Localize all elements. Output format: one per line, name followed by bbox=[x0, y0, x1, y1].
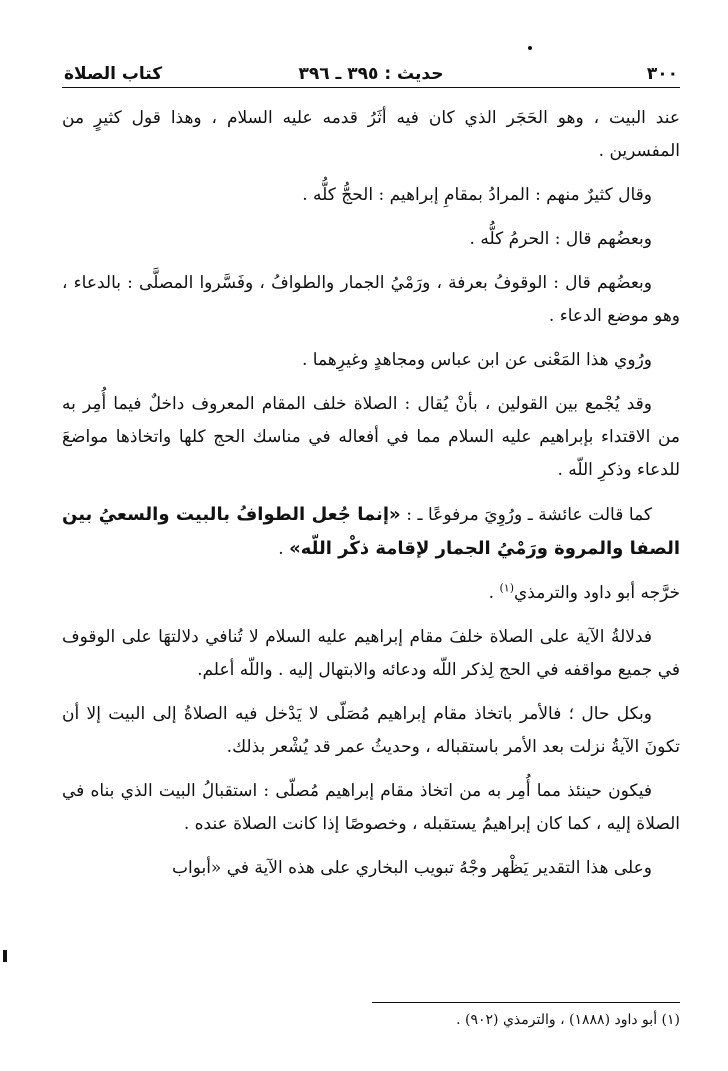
takhrij-paragraph bbox=[62, 577, 680, 610]
hadith-paragraph bbox=[62, 498, 680, 566]
footnote: (١) أبو داود (١٨٨٨) ، والترمذي (٩٠٢) . bbox=[456, 1012, 680, 1028]
hadith-quote: «إنما جُعل الطوافُ بالبيت والسعيُ بين الصفا والمروة ورَمْيُ الجمار لإقامة ذكْر اللّه» bbox=[62, 504, 680, 559]
footnote-rule bbox=[372, 1002, 680, 1003]
paragraph: وقال كثيرٌ منهم : المرادُ بمقامِ إبراهيم : الحجُّ كلُّه . bbox=[302, 185, 652, 205]
takhrij-text: خرَّجه أبو داود والترمذي bbox=[514, 583, 680, 603]
paragraph: وبكل حال ؛ فالأمر باتخاذ مقام إبراهيم مُصَلّى لا يَدْخل فيه الصلاةُ إلى البيت إلا أن تكونَ الآيةُ نزلت بعد الأمر باستقباله ، وحديثُ عمر قد يُشْعر بذلك. bbox=[62, 704, 680, 757]
paragraph: عند البيت ، وهو الحَجَر الذي كان فيه أثَرُ قدمه عليه السلام ، وهذا قول كثيرٍ من المفسرين . bbox=[62, 108, 680, 161]
paragraph: وبعضُهم قال : الوقوفُ بعرفة ، ورَمْيُ الجمار والطوافُ ، وفَسَّروا المصلَّى : بالدعاء ، وهو موضع الدعاء . bbox=[62, 273, 680, 326]
paragraph: فيكون حينئذ مما أُمِر به من اتخاذ مقام إبراهيم مُصلّى : استقبالُ البيت الذي بناه في الصلاة إليه ، كما كان إبراهيمُ يستقبله ، وخصوصًا إذا كانت الصلاة عنده . bbox=[62, 781, 680, 834]
paragraph: وعلى هذا التقدير يَظْهر وجْهُ تبويب البخاري على هذه الآية في «أبواب bbox=[171, 858, 652, 878]
book-title: كتاب الصلاة bbox=[64, 64, 163, 84]
page-number: ٣٠٠ bbox=[646, 64, 678, 84]
main-text bbox=[62, 102, 680, 885]
paragraph: فدلالةُ الآية على الصلاة خلفَ مقام إبراهيم عليه السلام لا تُنافي دلالتهَا على الوقوف في جميع مواقفه في الحج لِذكر اللّه ودعائه والابتهال إليه . واللّه أعلم. bbox=[62, 627, 680, 680]
hadith-range: حديث : ٣٩٥ ـ ٣٩٦ bbox=[298, 64, 444, 84]
hadith-intro: كما قالت عائشة ـ ورُوِيَ مرفوعًا ـ : bbox=[406, 505, 652, 525]
page-header bbox=[62, 56, 680, 88]
margin-mark bbox=[3, 950, 7, 962]
paragraph: ورُوي هذا المَعْنى عن ابن عباس ومجاهدٍ وغيرِهما . bbox=[301, 350, 652, 370]
hadith-end: . bbox=[278, 539, 290, 559]
paragraph: وقد يُجْمع بين القولين ، بأنْ يُقال : الصلاة خلف المقام المعروف داخلٌ فيما أُمِر به من الاقتداء بإبراهيم عليه السلام مما في أفعاله في مناسك الحج كلها واتخاذها مواضعَ للدعاء وذكرِ اللّه . bbox=[62, 394, 680, 480]
takhrij-end: . bbox=[488, 583, 500, 603]
header-rule bbox=[62, 87, 680, 88]
ink-dot bbox=[528, 46, 532, 50]
paragraph: وبعضُهم قال : الحرمُ كلُّه . bbox=[469, 229, 652, 249]
footnote-reference[interactable]: (١) bbox=[499, 581, 514, 595]
book-page bbox=[62, 56, 680, 1046]
